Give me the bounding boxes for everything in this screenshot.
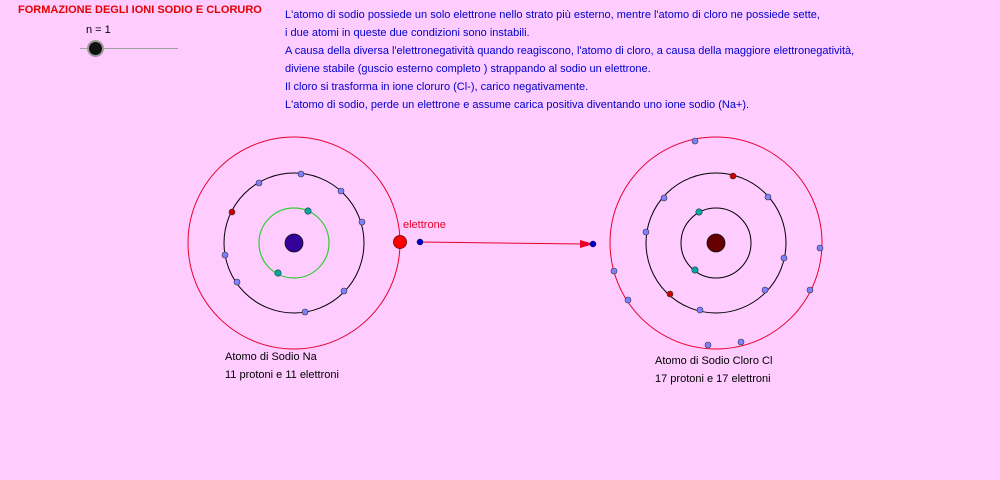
chlorine-nucleus	[707, 234, 725, 252]
chlorine-shell-electron	[661, 195, 667, 201]
sodium-shell-electron	[234, 279, 240, 285]
chlorine-outer-electron	[692, 138, 698, 144]
sodium-inner-electron	[275, 270, 281, 276]
slider-label: n = 1	[86, 24, 111, 36]
sodium-inner-electron	[305, 208, 311, 214]
chlorine-shell-electron	[697, 307, 703, 313]
sodium-shell-electron	[338, 188, 344, 194]
chlorine-shell-electron-highlight	[667, 291, 673, 297]
sodium-caption	[225, 348, 339, 384]
chlorine-shell-electron-highlight	[730, 173, 736, 179]
description-line: L'atomo di sodio possiede un solo elettrone nello strato più esterno, mentre l'atomo di cloro ne possiede sette,	[285, 9, 820, 21]
chlorine-shell-electron	[781, 255, 787, 261]
chlorine-outer-electron	[625, 297, 631, 303]
chlorine-particle-count: 17 protoni e 17 elettroni	[655, 373, 771, 385]
chlorine-outer-electron	[817, 245, 823, 251]
chlorine-name: Atomo di Sodio Cloro Cl	[655, 355, 773, 367]
chlorine-shell-electron	[643, 229, 649, 235]
description-line: diviene stabile (guscio esterno completo ) strappando al sodio un elettrone.	[285, 63, 651, 75]
sodium-shell-electron	[222, 252, 228, 258]
chlorine-inner-electron	[696, 209, 702, 215]
sodium-shell-electron	[341, 288, 347, 294]
chlorine-outer-electron	[705, 342, 711, 348]
chlorine-shell-electron	[762, 287, 768, 293]
electron-end-point[interactable]	[590, 241, 596, 247]
description-line: L'atomo di sodio, perde un elettrone e assume carica positiva diventando uno ione sodio (Na+).	[285, 99, 750, 111]
page-title: FORMAZIONE DEGLI IONI SODIO E CLORURO	[18, 4, 262, 16]
sodium-shell-electron	[359, 219, 365, 225]
chlorine-outer-electron	[611, 268, 617, 274]
sodium-atom	[188, 137, 407, 349]
electron-label: elettrone	[403, 219, 446, 231]
sodium-name: Atomo di Sodio Na	[225, 351, 317, 363]
electron-transfer	[417, 239, 596, 248]
chlorine-shell-electron	[765, 194, 771, 200]
sodium-shell-electron	[298, 171, 304, 177]
chlorine-atom	[610, 137, 823, 349]
sodium-outer-electron[interactable]	[394, 236, 407, 249]
sodium-shell-electron	[256, 180, 262, 186]
chlorine-outer-electron	[738, 339, 744, 345]
sodium-nucleus	[285, 234, 303, 252]
sodium-particle-count: 11 protoni e 11 elettroni	[225, 369, 339, 381]
transfer-arrow	[420, 242, 583, 244]
chlorine-inner-electron	[692, 267, 698, 273]
chlorine-caption	[655, 352, 772, 388]
chlorine-outer-electron	[807, 287, 813, 293]
description-line: A causa della diversa l'elettronegatività quando reagiscono, l'atomo di cloro, a causa della maggiore elettronegatività,	[285, 45, 855, 57]
description-line: i due atomi in queste due condizioni sono instabili.	[285, 27, 530, 39]
sodium-shell-electron-highlight	[229, 209, 235, 215]
sodium-shell-electron	[302, 309, 308, 315]
description-line: Il cloro si trasforma in ione cloruro (Cl-), carico negativamente.	[285, 81, 589, 93]
electron-start-point[interactable]	[417, 239, 423, 245]
